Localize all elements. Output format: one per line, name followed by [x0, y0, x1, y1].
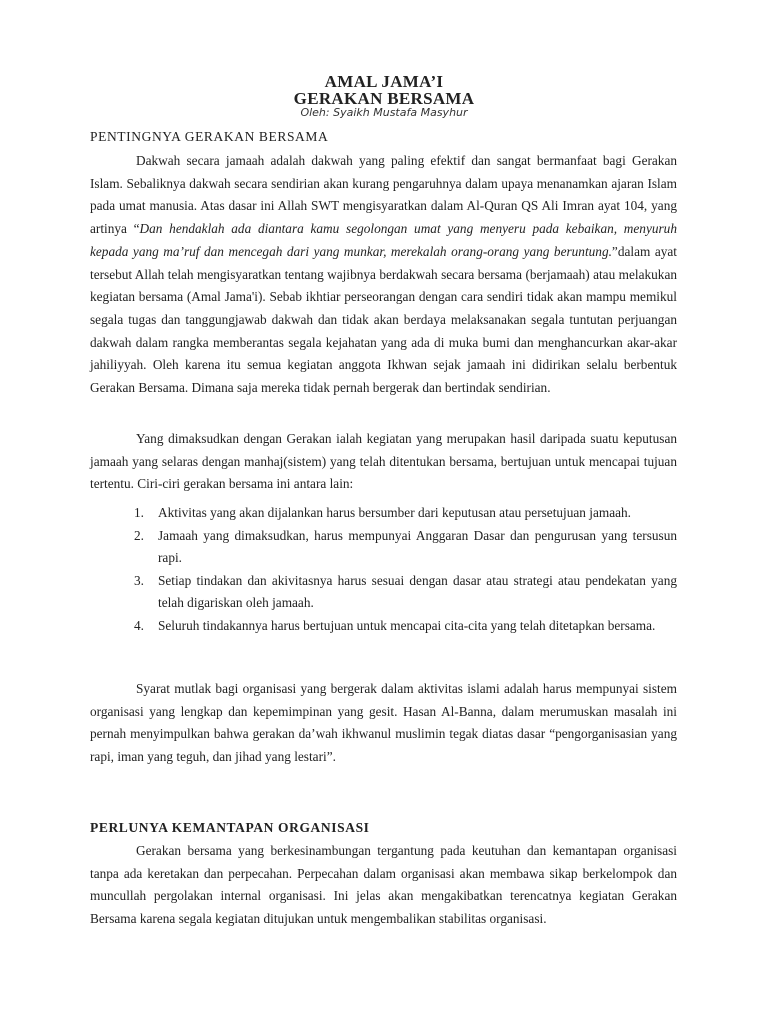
list-item-number: 2.: [134, 527, 144, 543]
paragraph-1: [90, 150, 677, 400]
list-item-text: Seluruh tindakannya harus bertujuan untuk mencapai cita-cita yang telah ditetapkan bersama.: [158, 617, 656, 633]
list-item-text: Aktivitas yang akan dijalankan harus bersumber dari keputusan atau persetujuan jamaah.: [158, 505, 631, 520]
paragraph-3: [90, 678, 677, 769]
paragraph-4: [90, 840, 677, 930]
list-item-number: 1.: [134, 505, 144, 520]
paragraph-3-text: Syarat mutlak bagi organisasi yang bergerak dalam aktivitas islami adalah harus mempunyai sistem organisasi yang lengkap dan kepemimpinan yang gesit. Hasan Al-Banna, dalam merumuskan masalah ini pernah menyimpulkan bahwa gerakan da’wah ikhwanul muslimin tegak diatas dasar “pengorganisasian yang rapi, iman yang teguh, dan jihad yang lestari”.: [90, 681, 677, 765]
author-byline: Oleh: Syaikh Mustafa Masyhur: [300, 106, 468, 119]
list-item-number: 3.: [134, 572, 144, 588]
paragraph-1-rest: ”dalam ayat tersebut Allah telah mengisyaratkan tentang wajibnya berdakwah secara bersama (berjamaah) atau melakukan kegiatan bersama (Amal Jama'i). Sebab ikhtiar perseorangan dengan cara sendiri tidak akan mampu memikul segala tugas dan tanggungjawab dakwah dan tidak akan berdaya melaksanakan segala tuntutan perjuangan dakwah dalam rangka memberantas segala kejahatan yang ada di muka bumi dan menghancurkan akar-akar jahiliyyah. Oleh karena itu semua kegiatan anggota Ikhwan sejak jamaah ini didirikan selalu berbentuk Gerakan Bersama. Dimana saja mereka tidak pernah bergerak dan bertindak sendirian.: [90, 243, 677, 396]
paragraph-1-intro: Dakwah secara jamaah adalah dakwah yang paling efektif dan sangat bermanfaat bagi Gerakan Islam. Sebaliknya dakwah secara sendirian akan kurang pengaruhnya dalam upaya menanamkan ajaran Islam pada umat manusia. Atas dasar ini Allah SWT mengisyaratkan dalam Al-Quran QS Ali Imran ayat 104, yang artinya “: [90, 153, 677, 237]
section-heading-perlunya: PERLUNYA KEMANTAPAN ORGANISASI: [90, 820, 370, 835]
document-subtitle: GERAKAN BERSAMA: [293, 89, 475, 108]
document-title: AMAL JAMA’I: [324, 72, 444, 91]
list-item-number: 4.: [134, 617, 144, 633]
list-item-text: Setiap tindakan dan akivitasnya harus sesuai dengan dasar atau strategi atau pendekatan yang telah digariskan oleh jamaah.: [158, 572, 677, 610]
list-item: [90, 525, 677, 570]
criteria-list: [90, 502, 677, 637]
list-item-text: Jamaah yang dimaksudkan, harus mempunyai Anggaran Dasar dan pengurusan yang tersusun rapi.: [158, 527, 677, 565]
list-item: [90, 502, 677, 525]
list-item: [90, 570, 677, 615]
paragraph-2-text: Yang dimaksudkan dengan Gerakan ialah kegiatan yang merupakan hasil daripada suatu keputusan jamaah yang selaras dengan manhaj(sistem) yang telah ditentukan bersama, bertujuan untuk mencapai tujuan tertentu. Ciri-ciri gerakan bersama ini antara lain:: [90, 431, 677, 492]
list-item: [90, 615, 677, 638]
quran-quote: Dan hendaklah ada diantara kamu segolongan umat yang menyeru pada kebaikan, menyuruh kepada yang ma’ruf dan mencegah dari yang munkar, merekalah orang-orang yang beruntung.: [90, 221, 677, 259]
paragraph-2: [90, 428, 677, 496]
section-heading-pentingnya: PENTINGNYA GERAKAN BERSAMA: [90, 129, 329, 144]
paragraph-4-text: Gerakan bersama yang berkesinambungan tergantung pada keutuhan dan kemantapan organisasi tanpa ada keretakan dan perpecahan. Perpecahan dalam organisasi akan membawa sikap berkelompok dan muncullah pergolakan internal organisasi. Ini jelas akan mengakibatkan terencatnya kegiatan Gerakan Bersama karena segala kegiatan ditujukan untuk mengembalikan stabilitas organisasi.: [90, 843, 677, 926]
